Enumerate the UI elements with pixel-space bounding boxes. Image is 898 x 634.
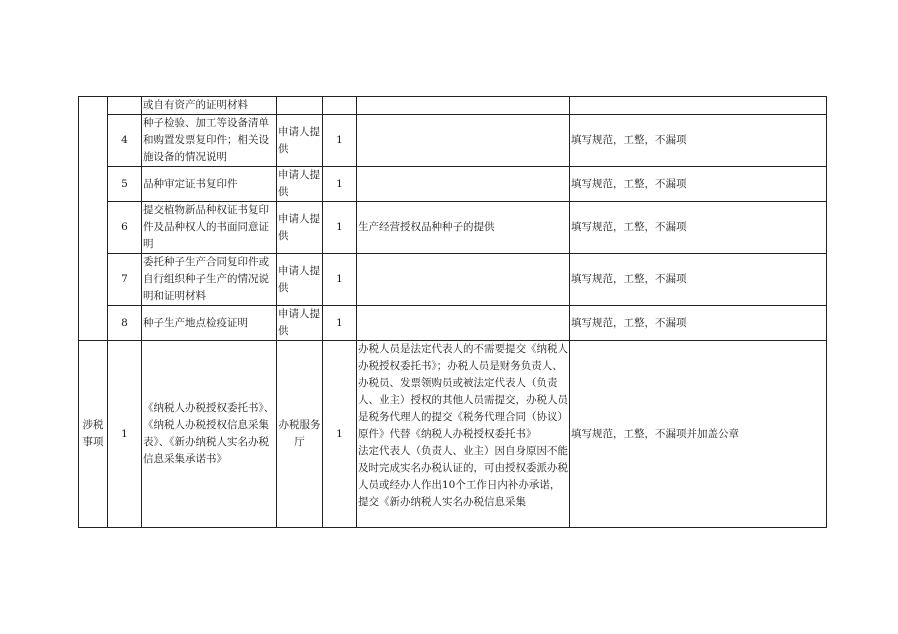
provider (277, 97, 323, 115)
table-row (79, 202, 827, 254)
quantity: 1 (323, 341, 357, 528)
quantity: 1 (323, 115, 357, 167)
material-name: 委托种子生产合同复印件或自行组织种子生产的情况说明和证明材料 (142, 254, 277, 306)
provider: 申请人提供 (277, 115, 323, 167)
requirement: 填写规范，工整，不漏项 (570, 254, 827, 306)
requirement: 填写规范，工整，不漏项 (570, 306, 827, 341)
requirement: 填写规范，工整，不漏项 (570, 115, 827, 167)
quantity: 1 (323, 254, 357, 306)
table-row (79, 167, 827, 202)
quantity (323, 97, 357, 115)
material-name: 种子生产地点检疫证明 (142, 306, 277, 341)
material-name: 或自有资产的证明材料 (142, 97, 277, 115)
table-row (79, 115, 827, 167)
row-number: 1 (108, 341, 142, 528)
provider: 申请人提供 (277, 167, 323, 202)
note (357, 115, 570, 167)
note (357, 97, 570, 115)
row-number: 8 (108, 306, 142, 341)
table-row (79, 306, 827, 341)
row-number: 5 (108, 167, 142, 202)
provider: 申请人提供 (277, 306, 323, 341)
material-name: 《纳税人办税授权委托书》、《纳税人办税授权信息采集表》、《新办纳税人实名办税信息采集承诺书》 (142, 341, 277, 528)
requirement: 填写规范，工整，不漏项 (570, 167, 827, 202)
note (357, 306, 570, 341)
quantity: 1 (323, 202, 357, 254)
quantity: 1 (323, 167, 357, 202)
table-row (79, 254, 827, 306)
quantity: 1 (323, 306, 357, 341)
provider: 办税服务厅 (277, 341, 323, 528)
table-row (79, 341, 827, 528)
section-cell-blank (79, 97, 108, 341)
provider: 申请人提供 (277, 202, 323, 254)
row-number: 4 (108, 115, 142, 167)
note (357, 254, 570, 306)
requirement (570, 97, 827, 115)
row-number (108, 97, 142, 115)
materials-table (78, 96, 827, 528)
requirement: 填写规范，工整，不漏项并加盖公章 (570, 341, 827, 528)
material-name: 种子检验、加工等设备清单和购置发票复印件；相关设施设备的情况说明 (142, 115, 277, 167)
material-name: 品种审定证书复印件 (142, 167, 277, 202)
row-number: 6 (108, 202, 142, 254)
material-name: 提交植物新品种权证书复印件及品种权人的书面同意证明 (142, 202, 277, 254)
note: 办税人员是法定代表人的不需要提交《纳税人办税授权委托书》；办税人员是财务负责人、办税员、发票领购员或被法定代表人（负责人、业主）授权的其他人员需提交，办税人员是税务代理人的提交《税务代理合同（协议）原件》代替《纳税人办税授权委托书》 法定代表人（负责人、业主）因自身原因不能及时完成实名办税认证的，可由授权委派办税人员或经办人作出10个工作日内补办承诺，提交《新办纳税人实名办税信息采集 (357, 341, 570, 528)
table-row (79, 97, 827, 115)
note (357, 167, 570, 202)
row-number: 7 (108, 254, 142, 306)
note: 生产经营授权品种种子的提供 (357, 202, 570, 254)
section-label: 涉税事项 (79, 341, 108, 528)
requirement: 填写规范，工整，不漏项 (570, 202, 827, 254)
provider: 申请人提供 (277, 254, 323, 306)
